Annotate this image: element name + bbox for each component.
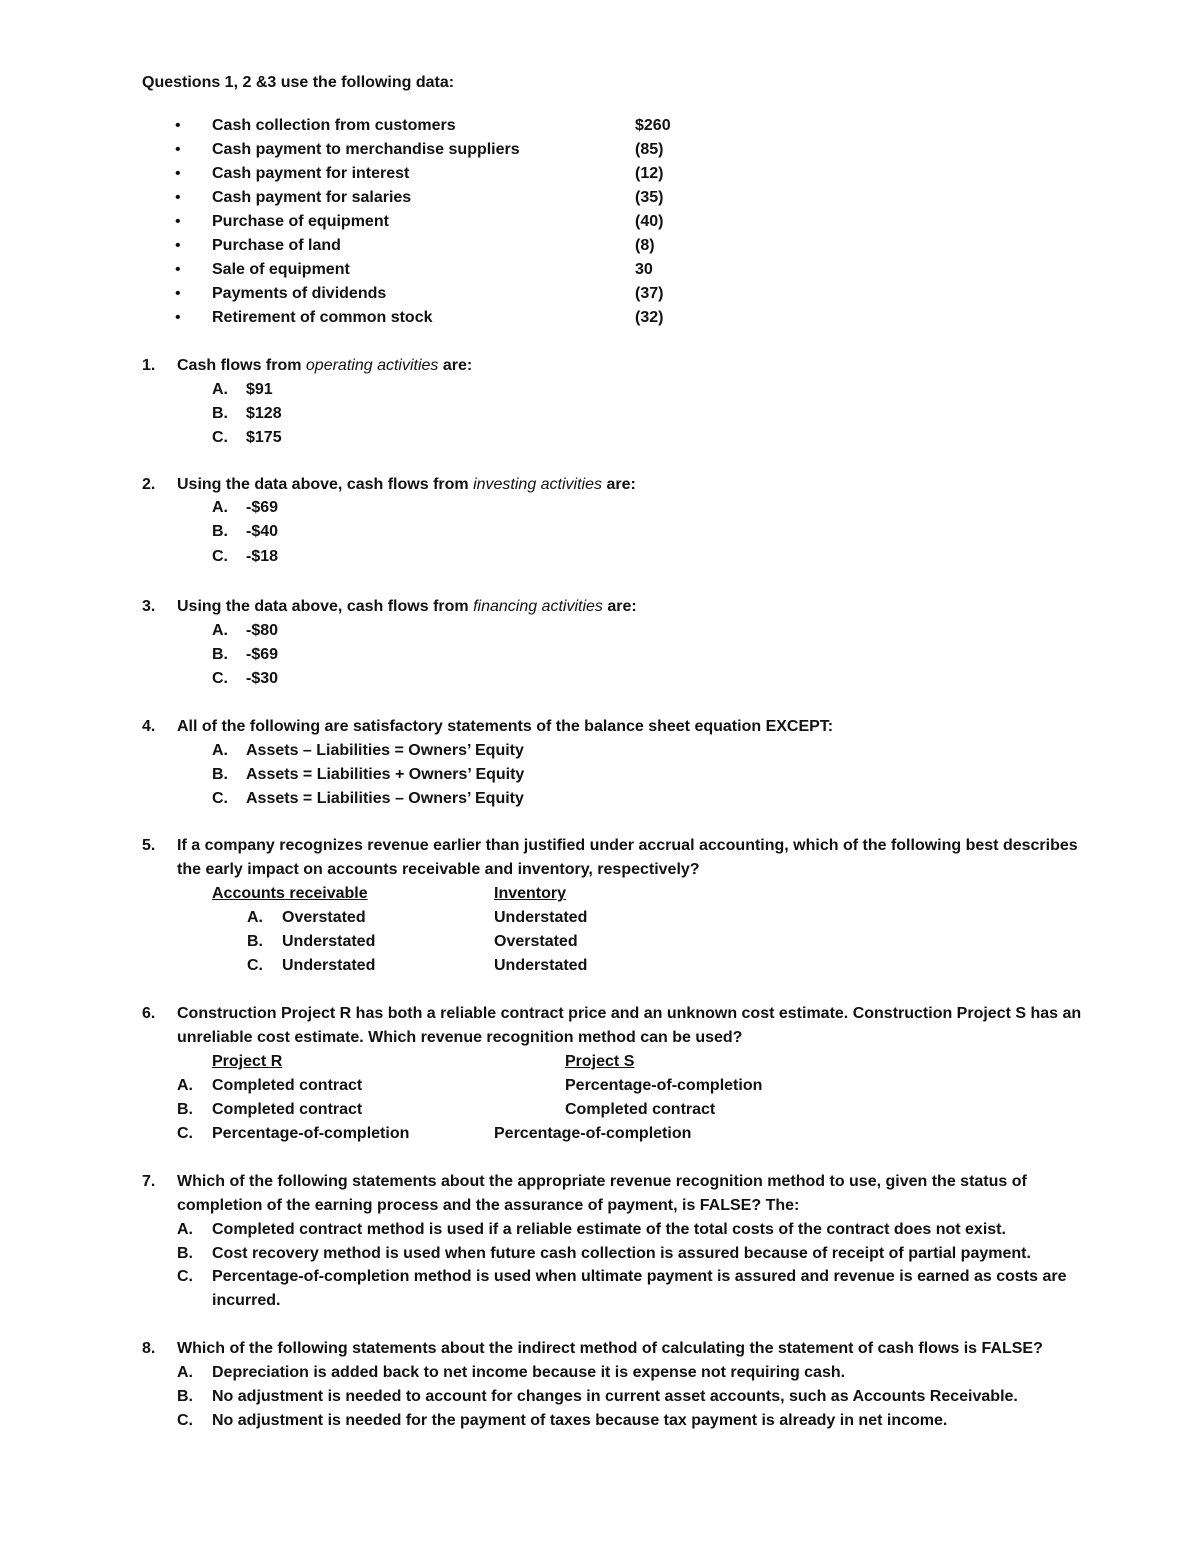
data-item-label: Cash payment for salaries xyxy=(212,189,412,206)
question-text: If a company recognizes revenue earlier than justified under accrual accounting, which of the following best describes xyxy=(177,837,1078,854)
question-number: 3. xyxy=(142,598,156,615)
option-text: Overstated xyxy=(494,933,578,950)
option-text: -$18 xyxy=(246,548,279,565)
option-text: Depreciation is added back to net income because it is expense not requiring cash. xyxy=(212,1364,846,1381)
data-header: Questions 1, 2 &3 use the following data: xyxy=(142,74,455,91)
column-header: Project S xyxy=(565,1053,635,1070)
data-item-amount: (85) xyxy=(635,141,664,158)
question-text: All of the following are satisfactory statements of the balance sheet equation EXCEPT: xyxy=(177,718,834,735)
option-text: Assets = Liabilities – Owners’ Equity xyxy=(246,790,524,807)
option-text: -$40 xyxy=(246,523,279,540)
bullet-icon: • xyxy=(175,117,181,134)
option-text: $91 xyxy=(246,381,273,398)
option-text: Percentage-of-completion method is used when ultimate payment is assured and revenue is earned as costs are xyxy=(212,1268,1067,1285)
bullet-icon: • xyxy=(175,261,181,278)
column-header: Accounts receivable xyxy=(212,885,368,902)
column-header: Project R xyxy=(212,1053,283,1070)
option-letter: A. xyxy=(212,742,228,759)
option-letter: A. xyxy=(212,622,228,639)
option-text: Understated xyxy=(494,909,588,926)
option-letter: A. xyxy=(177,1221,193,1238)
option-letter: B. xyxy=(177,1245,193,1262)
question-text: unreliable cost estimate. Which revenue recognition method can be used? xyxy=(177,1029,743,1046)
option-letter: B. xyxy=(212,646,228,663)
option-text-continued: incurred. xyxy=(212,1292,281,1309)
data-item-amount: (40) xyxy=(635,213,664,230)
data-item-label: Payments of dividends xyxy=(212,285,387,302)
option-text: $175 xyxy=(246,429,282,446)
data-item-amount: $260 xyxy=(635,117,671,134)
option-letter: C. xyxy=(212,548,228,565)
option-text: -$30 xyxy=(246,670,279,687)
question-text: Construction Project R has both a reliable contract price and an unknown cost estimate. Construction Project S has an xyxy=(177,1005,1082,1022)
option-letter: A. xyxy=(177,1077,193,1094)
option-text: -$80 xyxy=(246,622,279,639)
question-text: Cash flows from operating activities are: xyxy=(177,357,473,374)
option-letter: A. xyxy=(177,1364,193,1381)
option-letter: C. xyxy=(177,1268,193,1285)
bullet-icon: • xyxy=(175,165,181,182)
option-text: Understated xyxy=(282,933,376,950)
option-text: Percentage-of-completion xyxy=(212,1125,410,1142)
option-letter: C. xyxy=(177,1412,193,1429)
option-text: Understated xyxy=(282,957,376,974)
option-text: Completed contract xyxy=(565,1101,716,1118)
question-text: Which of the following statements about the appropriate revenue recognition method to use, given the status of xyxy=(177,1173,1027,1190)
option-letter: B. xyxy=(177,1101,193,1118)
bullet-icon: • xyxy=(175,141,181,158)
question-number: 5. xyxy=(142,837,156,854)
option-letter: C. xyxy=(212,790,228,807)
question-number: 1. xyxy=(142,357,156,374)
data-item-label: Purchase of equipment xyxy=(212,213,389,230)
question-text: Which of the following statements about the indirect method of calculating the statement of cash flows is FALSE? xyxy=(177,1340,1043,1357)
data-item-label: Cash payment for interest xyxy=(212,165,410,182)
option-letter: B. xyxy=(247,933,263,950)
option-text: -$69 xyxy=(246,646,279,663)
bullet-icon: • xyxy=(175,213,181,230)
option-text: Completed contract xyxy=(212,1077,363,1094)
option-letter: C. xyxy=(212,429,228,446)
option-letter: B. xyxy=(212,405,228,422)
option-text: Completed contract method is used if a reliable estimate of the total costs of the contract does not exist. xyxy=(212,1221,1006,1238)
bullet-icon: • xyxy=(175,309,181,326)
option-text: Cost recovery method is used when future cash collection is assured because of receipt of partial payment. xyxy=(212,1245,1031,1262)
data-item-amount: 30 xyxy=(635,261,653,278)
question-text: Using the data above, cash flows from financing activities are: xyxy=(177,598,637,615)
question-number: 4. xyxy=(142,718,156,735)
option-letter: B. xyxy=(212,766,228,783)
option-text: Understated xyxy=(494,957,588,974)
question-number: 6. xyxy=(142,1005,156,1022)
column-header: Inventory xyxy=(494,885,567,902)
option-text: Percentage-of-completion xyxy=(565,1077,763,1094)
question-number: 7. xyxy=(142,1173,156,1190)
option-text: Percentage-of-completion xyxy=(494,1125,692,1142)
option-text: -$69 xyxy=(246,499,279,516)
option-text: Completed contract xyxy=(212,1101,363,1118)
option-text: No adjustment is needed for the payment of taxes because tax payment is already in net income. xyxy=(212,1412,948,1429)
question-number: 2. xyxy=(142,476,156,493)
question-text: Using the data above, cash flows from investing activities are: xyxy=(177,476,636,493)
option-text: Assets = Liabilities + Owners’ Equity xyxy=(246,766,525,783)
option-letter: B. xyxy=(212,523,228,540)
option-letter: A. xyxy=(212,381,228,398)
option-letter: A. xyxy=(212,499,228,516)
data-item-amount: (37) xyxy=(635,285,664,302)
option-text: Overstated xyxy=(282,909,366,926)
data-item-label: Cash payment to merchandise suppliers xyxy=(212,141,520,158)
data-item-label: Purchase of land xyxy=(212,237,341,254)
bullet-icon: • xyxy=(175,189,181,206)
option-letter: C. xyxy=(247,957,263,974)
question-text: the early impact on accounts receivable and inventory, respectively? xyxy=(177,861,700,878)
data-item-label: Cash collection from customers xyxy=(212,117,456,134)
data-item-amount: (35) xyxy=(635,189,664,206)
option-text: No adjustment is needed to account for changes in current asset accounts, such as Accounts Receivable. xyxy=(212,1388,1018,1405)
data-item-amount: (12) xyxy=(635,165,664,182)
question-text: completion of the earning process and the assurance of payment, is FALSE? The: xyxy=(177,1197,800,1214)
bullet-icon: • xyxy=(175,237,181,254)
option-letter: B. xyxy=(177,1388,193,1405)
option-letter: C. xyxy=(212,670,228,687)
option-text: $128 xyxy=(246,405,282,422)
option-letter: C. xyxy=(177,1125,193,1142)
bullet-icon: • xyxy=(175,285,181,302)
option-text: Assets – Liabilities = Owners’ Equity xyxy=(246,742,524,759)
data-item-amount: (8) xyxy=(635,237,655,254)
data-item-label: Sale of equipment xyxy=(212,261,350,278)
question-number: 8. xyxy=(142,1340,156,1357)
data-item-amount: (32) xyxy=(635,309,664,326)
data-item-label: Retirement of common stock xyxy=(212,309,433,326)
option-letter: A. xyxy=(247,909,263,926)
